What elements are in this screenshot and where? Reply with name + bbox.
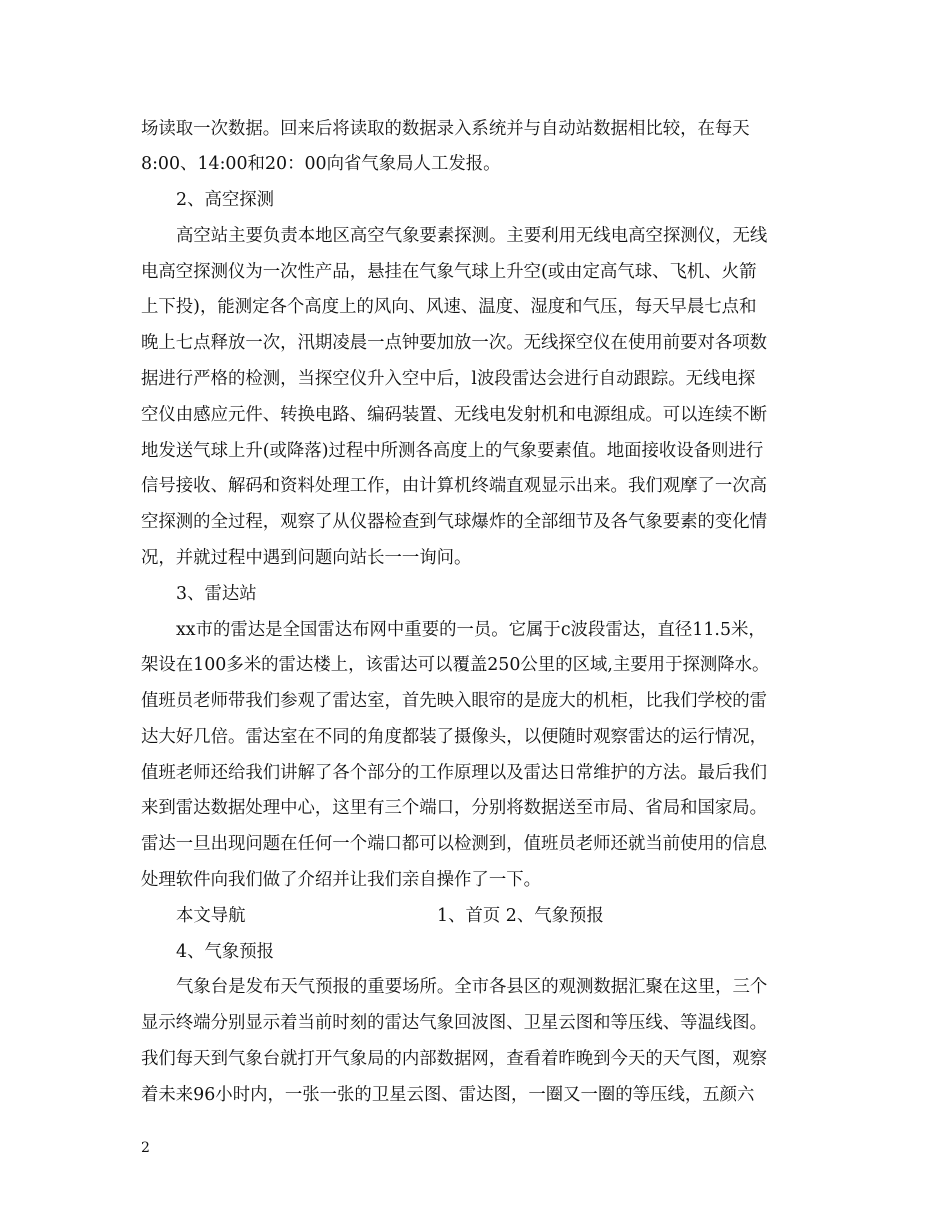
section-heading: 4、气象预报 <box>176 942 275 962</box>
paragraph-line: 上下投)，能测定各个高度上的风向、风速、温度、湿度和气压，每天早晨七点和 <box>141 297 757 317</box>
paragraph-line: 空仪由感应元件、转换电路、编码装置、无线电发射机和电源组成。可以连续不断 <box>141 405 768 425</box>
paragraph-line: 显示终端分别显示着当前时刻的雷达气象回波图、卫星云图和等压线、等温线图。 <box>141 1013 768 1033</box>
page-number: 2 <box>141 1140 150 1156</box>
paragraph-line: 处理软件向我们做了介绍并让我们亲自操作了一下。 <box>141 870 541 890</box>
paragraph-line: 场读取一次数据。回来后将读取的数据录入系统并与自动站数据相比较，在每天 <box>141 119 750 139</box>
section-heading: 2、高空探测 <box>176 190 275 210</box>
paragraph-line: 信号接收、解码和资料处理工作，由计算机终端直观显示出来。我们观摩了一次高 <box>141 476 768 496</box>
paragraph-line: 着未来96小时内，一张一张的卫星云图、雷达图，一圈又一圈的等压线，五颜六 <box>141 1085 755 1105</box>
paragraph-line: 值班员老师带我们参观了雷达室，首先映入眼帘的是庞大的机柜，比我们学校的雷 <box>141 691 768 711</box>
paragraph-line: 达大好几倍。雷达室在不同的角度都装了摄像头，以便随时观察雷达的运行情况， <box>141 727 768 747</box>
paragraph-line: 来到雷达数据处理中心，这里有三个端口，分别将数据送至市局、省局和国家局。 <box>141 798 768 818</box>
article-navigation-label: 本文导航 <box>176 906 246 926</box>
paragraph-line: 高空站主要负责本地区高空气象要素探测。主要利用无线电高空探测仪，无线 <box>176 226 768 246</box>
paragraph-line: 架设在100多米的雷达楼上，该雷达可以覆盖250公里的区域,主要用于探测降水。 <box>141 655 770 675</box>
paragraph-line: 我们每天到气象台就打开气象局的内部数据网，查看着昨晚到今天的天气图，观察 <box>141 1049 768 1069</box>
paragraph-line: 电高空探测仪为一次性产品，悬挂在气象气球上升空(或由定高气球、飞机、火箭 <box>141 262 757 282</box>
paragraph-line: 据进行严格的检测，当探空仪升入空中后，l波段雷达会进行自动跟踪。无线电探 <box>141 369 756 389</box>
paragraph-line: 空探测的全过程，观察了从仪器检查到气球爆炸的全部细节及各气象要素的变化情 <box>141 512 768 532</box>
paragraph-line: 况，并就过程中遇到问题向站长一一询问。 <box>141 548 472 568</box>
paragraph-line: 地发送气球上升(或降落)过程中所测各高度上的气象要素值。地面接收设备则进行 <box>141 441 764 461</box>
article-navigation-links[interactable]: 1、首页 2、气象预报 <box>437 906 604 926</box>
paragraph-line: 雷达一旦出现问题在任何一个端口都可以检测到，值班员老师还就当前使用的信息 <box>141 834 768 854</box>
paragraph-line: 晚上七点释放一次，汛期凌晨一点钟要加放一次。无线探空仪在使用前要对各项数 <box>141 333 768 353</box>
section-heading: 3、雷达站 <box>176 584 257 604</box>
paragraph-line: xx市的雷达是全国雷达布网中重要的一员。它属于c波段雷达，直径11.5米， <box>176 620 766 640</box>
paragraph-line: 气象台是发布天气预报的重要场所。全市各县区的观测数据汇聚在这里，三个 <box>176 977 768 997</box>
paragraph-line: 8:00、14:00和20：00向省气象局人工发报。 <box>141 154 501 174</box>
paragraph-line: 值班老师还给我们讲解了各个部分的工作原理以及雷达日常维护的方法。最后我们 <box>141 763 768 783</box>
